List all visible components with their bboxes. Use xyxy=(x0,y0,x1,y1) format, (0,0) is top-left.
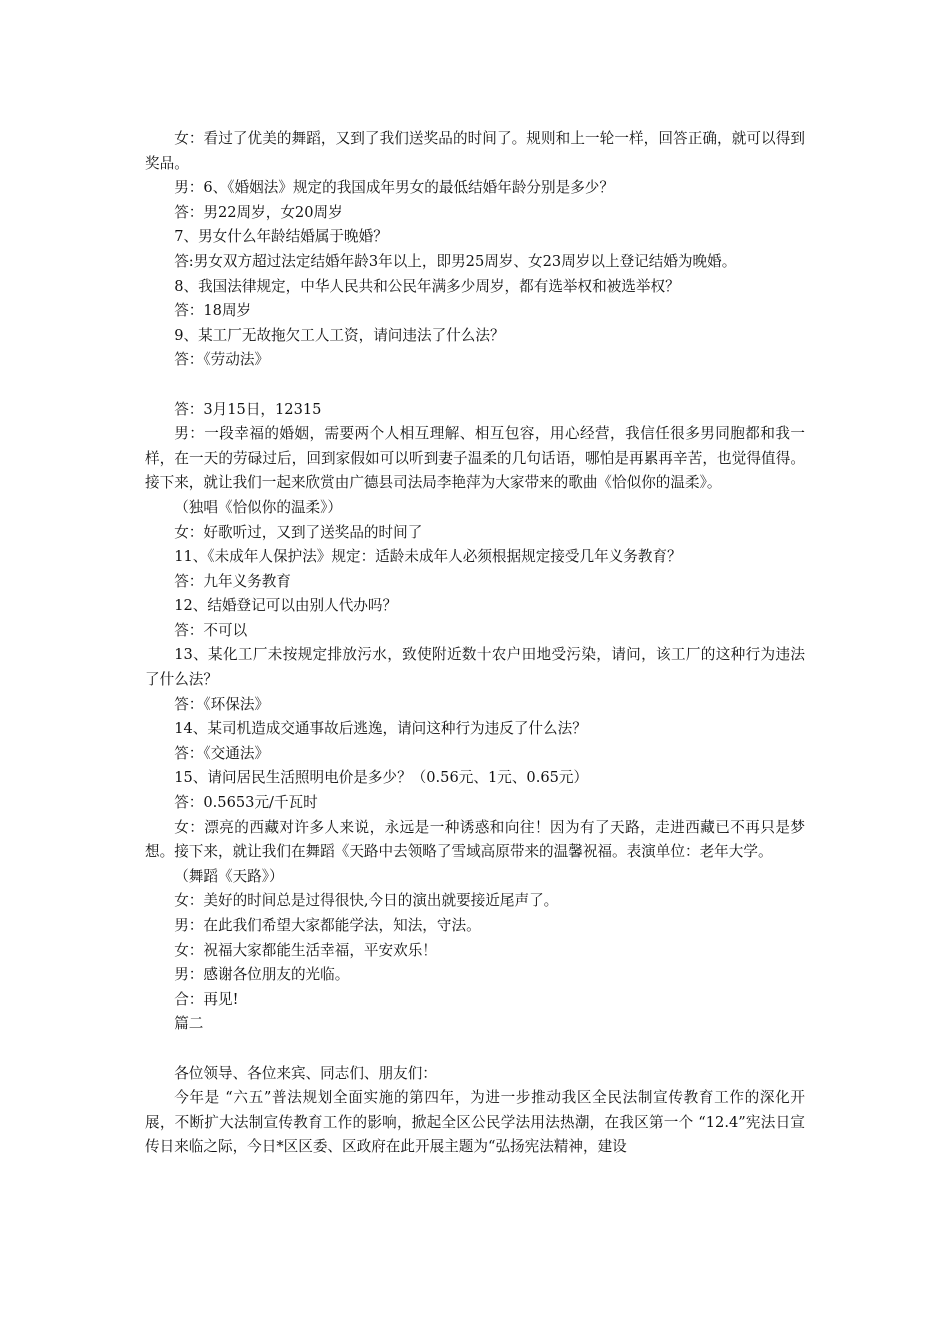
paragraph: 答：18周岁 xyxy=(174,302,252,320)
paragraph: 答：不可以 xyxy=(174,621,248,639)
blank-line xyxy=(145,373,805,398)
paragraph: 9、某工厂无故拖欠工人工资，请问违法了什么法？ xyxy=(174,326,505,344)
paragraph: 答：《环保法》 xyxy=(174,695,270,713)
paragraph: 篇二 xyxy=(174,1015,204,1033)
paragraph: 答：男22周岁，女20周岁 xyxy=(174,203,343,221)
paragraph: 15、请问居民生活照明电价是多少？（0.56元、1元、0.65元） xyxy=(174,769,589,787)
paragraph: 男：一段幸福的婚姻，需要两个人相互理解、相互包容，用心经营，我信任很多男同胞都和我一样，在一天的劳碌过后，回到家假如可以听到妻子温柔的几句话语，哪怕是再累再辛苦，也觉得值得。接下来，就让我们一起来欣赏由广德县司法局李艳萍为大家带来的歌曲《恰似你的温柔》。 xyxy=(145,425,805,492)
paragraph: 答：3月15日，12315 xyxy=(174,400,322,418)
paragraph: 答：《交通法》 xyxy=(174,744,270,762)
paragraph: （舞蹈《天路》） xyxy=(174,867,284,885)
paragraph: 11、《未成年人保护法》规定：适龄未成年人必须根据规定接受几年义务教育？ xyxy=(174,548,682,566)
document-body xyxy=(145,127,805,1160)
paragraph: 今年是 “六五”普法规划全面实施的第四年，为进一步推动我区全民法制宣传教育工作的深化开展，不断扩大法制宣传教育工作的影响，掀起全区公民学法用法热潮，在我区第一个 “12.4”宪法日宣传日来临之际，今日*区区委、区政府在此开展主题为“弘扬宪法精神，建设 xyxy=(145,1089,805,1156)
paragraph: 女：看过了优美的舞蹈，又到了我们送奖品的时间了。规则和上一轮一样，回答正确，就可以得到奖品。 xyxy=(145,130,805,172)
paragraph: 7、男女什么年龄结婚属于晚婚？ xyxy=(174,228,388,246)
paragraph: 男：6、《婚姻法》规定的我国成年男女的最低结婚年龄分别是多少？ xyxy=(174,179,614,197)
paragraph: 13、某化工厂未按规定排放污水，致使附近数十农户田地受污染，请问，该工厂的这种行为违法了什么法？ xyxy=(145,646,805,689)
paragraph: 各位领导、各位来宾、同志们、朋友们： xyxy=(174,1064,437,1082)
paragraph: 答：九年义务教育 xyxy=(174,572,291,590)
paragraph: 答：0.5653元/千瓦时 xyxy=(174,794,318,812)
paragraph: 女：漂亮的西藏对许多人来说，永远是一种诱惑和向往！因为有了天路，走进西藏已不再只是梦想。接下来，就让我们在舞蹈《天路中去领略了雪域高原带来的温馨祝福。表演单位：老年大学。 xyxy=(145,818,805,861)
paragraph: 14、某司机造成交通事故后逃逸，请问这种行为违反了什么法？ xyxy=(174,720,587,738)
paragraph: 答:男女双方超过法定结婚年龄3年以上，即男25周岁、女23周岁以上登记结婚为晚婚。 xyxy=(174,252,737,270)
paragraph: 8、我国法律规定，中华人民共和公民年满多少周岁，都有选举权和被选举权？ xyxy=(174,277,680,295)
paragraph: 合：再见! xyxy=(174,990,239,1008)
paragraph: （独唱《恰似你的温柔》） xyxy=(174,498,343,516)
paragraph: 男：在此我们希望大家都能学法，知法，守法。 xyxy=(174,917,481,934)
paragraph: 女：祝福大家都能生活幸福，平安欢乐！ xyxy=(174,941,437,959)
paragraph: 男：感谢各位朋友的光临。 xyxy=(174,966,350,984)
paragraph: 女：美好的时间总是过得很快,今日的演出就要接近尾声了。 xyxy=(174,892,559,910)
paragraph: 答：《劳动法》 xyxy=(174,351,270,369)
paragraph: 女：好歌听过，又到了送奖品的时间了 xyxy=(174,523,423,541)
blank-line xyxy=(145,1037,805,1062)
paragraph: 12、结婚登记可以由别人代办吗？ xyxy=(174,597,398,615)
